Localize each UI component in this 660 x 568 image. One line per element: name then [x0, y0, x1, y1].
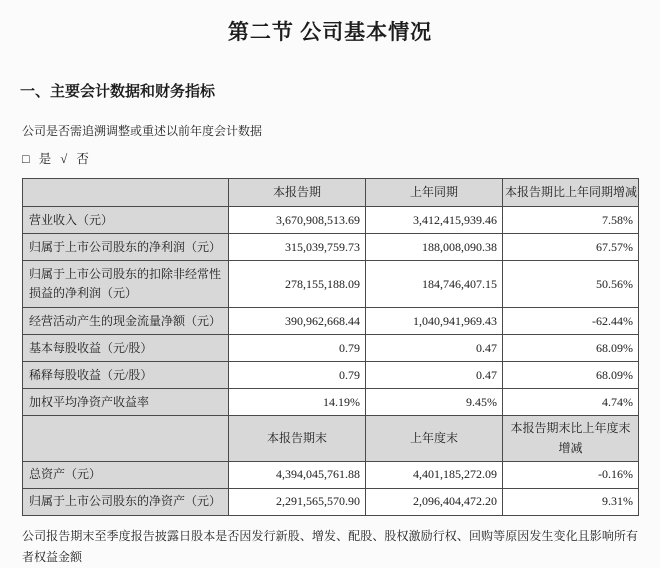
row-label: 稀释每股收益（元/股） — [23, 362, 229, 389]
row-label: 归属于上市公司股东的扣除非经常性损益的净利润（元） — [23, 261, 229, 308]
row-label: 基本每股收益（元/股） — [23, 335, 229, 362]
section-heading: 一、主要会计数据和财务指标 — [20, 84, 216, 100]
row-value-current: 390,962,668.44 — [229, 308, 366, 335]
table-row-operating-cash-flow — [23, 308, 639, 335]
table-header-period — [23, 179, 639, 207]
row-value-prior: 0.47 — [366, 362, 503, 389]
table-row-revenue — [23, 207, 639, 234]
row-value-change: -62.44% — [503, 308, 639, 335]
row-value-prior: 2,096,404,472.20 — [366, 488, 503, 515]
row-value-change: 67.57% — [503, 234, 639, 261]
row-value-current: 0.79 — [229, 335, 366, 362]
row-label: 归属于上市公司股东的净资产（元） — [23, 488, 229, 515]
row-value-prior: 184,746,407.15 — [366, 261, 503, 308]
table-row-net-assets — [23, 488, 639, 515]
table-row-net-profit-excl-nonrecurring — [23, 261, 639, 308]
header-cell-empty — [23, 416, 229, 462]
yes-no-options — [22, 149, 660, 167]
row-label: 归属于上市公司股东的净利润（元） — [23, 234, 229, 261]
table-row-basic-eps — [23, 335, 639, 362]
header-cell-current-period: 本报告期 — [229, 179, 366, 207]
row-value-current: 14.19% — [229, 389, 366, 416]
row-value-current: 4,394,045,761.88 — [229, 461, 366, 488]
table-header-yearend — [23, 416, 639, 462]
restatement-question: 公司是否需追溯调整或重述以前年度会计数据 — [22, 124, 263, 138]
row-value-prior: 9.45% — [366, 389, 503, 416]
header-cell-prior-yearend: 上年度末 — [366, 416, 503, 462]
row-label: 经营活动产生的现金流量净额（元） — [23, 308, 229, 335]
row-value-change: 68.09% — [503, 335, 639, 362]
row-value-current: 2,291,565,570.90 — [229, 488, 366, 515]
row-label: 营业收入（元） — [23, 207, 229, 234]
row-value-change: 4.74% — [503, 389, 639, 416]
financial-indicators-table — [22, 178, 639, 516]
row-value-prior: 3,412,415,939.46 — [366, 207, 503, 234]
page-title: 第二节 公司基本情况 — [227, 20, 433, 44]
checkbox-unchecked-icon: □ — [22, 152, 30, 166]
table-row-net-profit — [23, 234, 639, 261]
row-value-change: 7.58% — [503, 207, 639, 234]
row-value-current: 3,670,908,513.69 — [229, 207, 366, 234]
option-yes-label: 是 — [38, 152, 52, 166]
row-value-change: -0.16% — [503, 461, 639, 488]
row-value-current: 315,039,759.73 — [229, 234, 366, 261]
row-value-prior: 188,008,090.38 — [366, 234, 503, 261]
row-value-current: 0.79 — [229, 362, 366, 389]
row-value-current: 278,155,188.09 — [229, 261, 366, 308]
header-cell-empty — [23, 179, 229, 207]
row-value-change: 50.56% — [503, 261, 639, 308]
header-cell-period-end: 本报告期末 — [229, 416, 366, 462]
row-value-prior: 1,040,941,969.43 — [366, 308, 503, 335]
option-no-label: 否 — [76, 152, 89, 166]
row-value-change: 9.31% — [503, 488, 639, 515]
header-cell-prior-period: 上年同期 — [366, 179, 503, 207]
header-cell-yearend-change: 本报告期末比上年度末增减 — [503, 416, 639, 462]
table-row-diluted-eps — [23, 362, 639, 389]
row-label: 加权平均净资产收益率 — [23, 389, 229, 416]
table-row-total-assets — [23, 461, 639, 488]
checkmark-icon: √ — [60, 152, 68, 166]
header-cell-period-change: 本报告期比上年同期增减 — [503, 179, 639, 207]
share-capital-change-note: 公司报告期末至季度报告披露日股本是否因发行新股、增发、配股、股权激励行权、回购等原因发生变化且影响所有者权益金额 — [22, 528, 638, 564]
table-row-weighted-roe — [23, 389, 639, 416]
row-label: 总资产（元） — [23, 461, 229, 488]
row-value-change: 68.09% — [503, 362, 639, 389]
row-value-prior: 0.47 — [366, 335, 503, 362]
row-value-prior: 4,401,185,272.09 — [366, 461, 503, 488]
